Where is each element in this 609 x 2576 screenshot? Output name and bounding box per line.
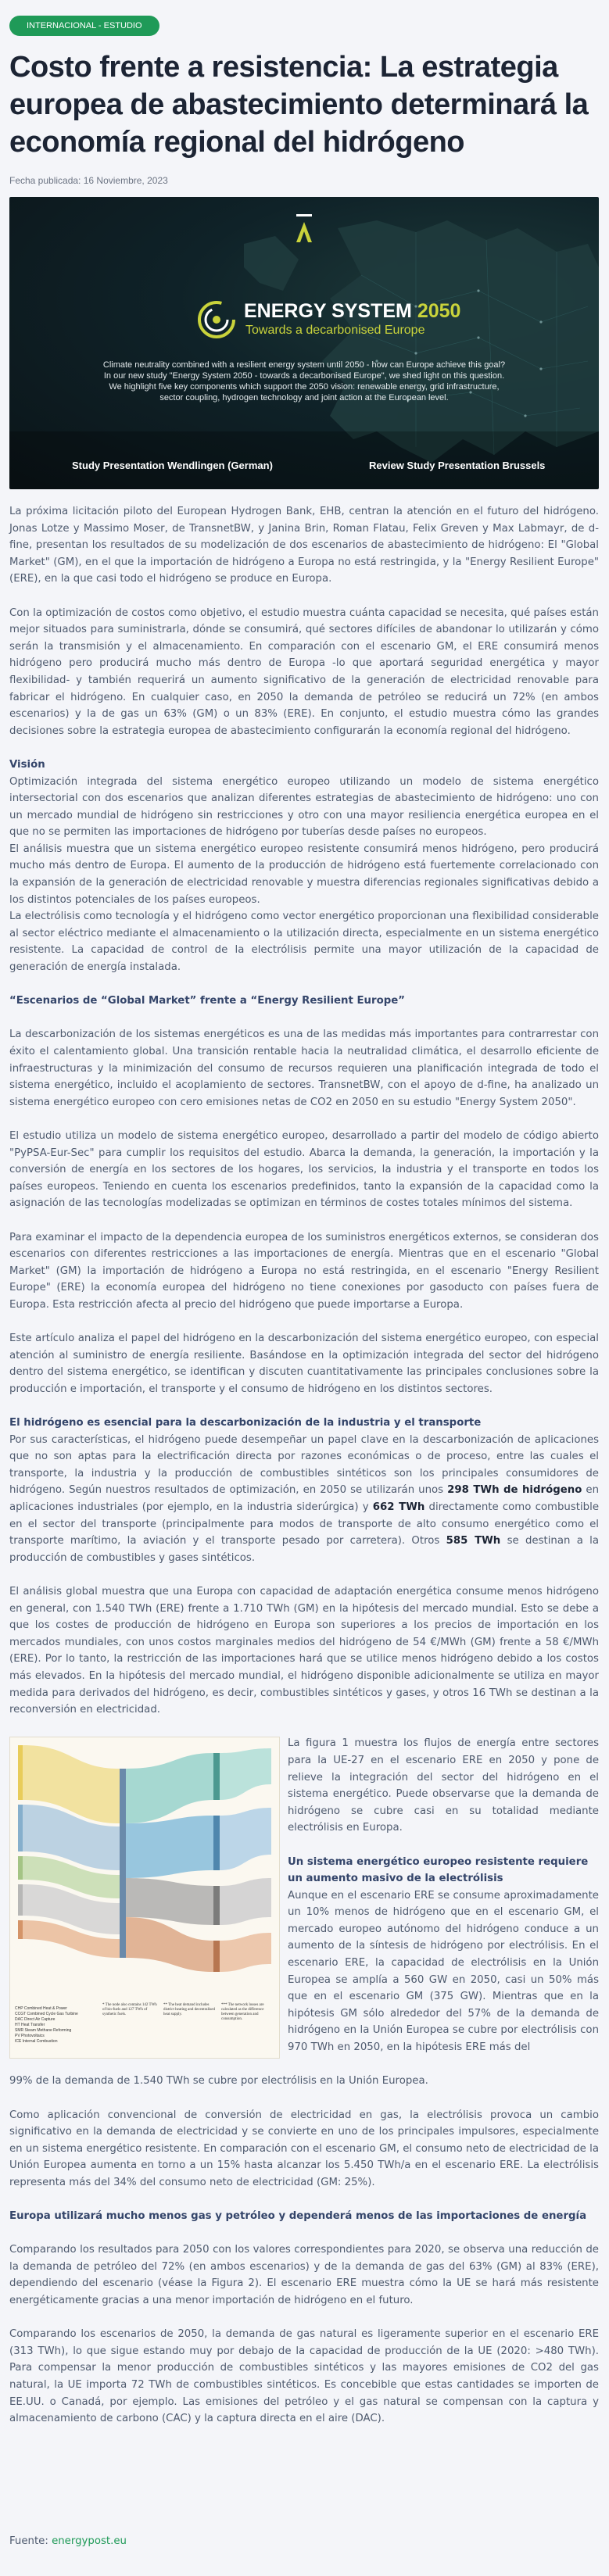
sankey-figure[interactable] [9,1737,280,2059]
source-label: Fuente: [9,2535,48,2547]
article-body [9,503,599,2444]
figure-legend: CHP Combined Heat & Power CCGT Combined Cycle Gas Turbine DAC Direct Air Capture HT Heat Transfer SMR Steam Methane Reforming PV Photovoltaics ICE Internal Combustion [15,2006,78,2045]
highlight-585-twh: 585 TWh [446,1535,501,1547]
paragraph: El estudio utiliza un modelo de sistema energético europeo, desarrollado a partir del modelo de código abierto "PyPSA-Eur-Sec" para cumplir los requisitos del estudio. Abarca la demanda, la generación, la importación y la conversión de energía en los sectores de los hogares, los servicios, la industria y el transporte en todos los países europeos. Teniendo en cuenta los escenarios predefinidos, tanto la expansión de la capacidad como la asignación de las tecnologías modelizadas se optimizan en términos de costes totales mínimos del sistema. [9,1129,599,1210]
highlight-298-twh: 298 TWh de hidrógeno [447,1484,582,1497]
paragraph: Comparando los resultados para 2050 con los valores correspondientes para 2020, se observa una reducción de la demanda de petróleo del 72% (en ambos escenarios) y de la demanda de gas del 63% (GM) al 83% (ERE), dependiendo del escenario (véase la Figura 2). El escenario ERE muestra cómo la UE se hará más resistente energéticamente gracias a una menor importación de hidrógeno en el futuro. [9,2244,599,2307]
section-heading-scenarios: “Escenarios de “Global Market” frente a “Energy Resilient Europe” [9,995,405,1007]
source-link[interactable]: energypost.eu [52,2535,127,2547]
paragraph: Con la optimización de costos como objetivo, el estudio muestra cuánta capacidad se necesita, qué países están mejor situados para suministrarla, dónde se consumirá, qué sectores difíciles de abandonar lo utilizarán y cómo serán la transmisión y el almacenamiento. En comparación con el escenario GM, el ERE consumirá menos hidrógeno pero producirá mucho más dentro de Europa -lo que aportará seguridad energética y mayor flexibilidad- y también requerirá un aumento significativo de la generación de electricidad renovable para fabricar el hidrógeno. En cualquier caso, en 2050 la demanda de petróleo se reducirá un 72% (en ambos escenarios) y la de gas un 63% (GM) o un 83% (ERE). En conjunto, el estudio muestra cómo las grandes decisiones sobre la estrategia europea de abastecimiento configurarán la economía regional del hidrógeno. [9,606,599,737]
sankey-diagram-graphic [10,1737,279,2003]
article-title: Costo frente a resistencia: La estrategia europea de abastecimiento determinará la economía regional del hidrógeno [9,51,589,159]
energy-system-2050-logo [195,299,461,341]
hero-banner [9,197,599,489]
section-heading-hydrogen-industry: El hidrógeno es esencial para la descarbonización de la industria y el transporte [9,1417,482,1429]
paragraph: Como aplicación convencional de conversión de electricidad en gas, la electrólisis provoca un cambio significativo en la demanda de electricidad y se convierte en uno de los principales impulsores, especialmente en un sistema energético resistente. En comparación con el escenario GM, el consumo neto de electricidad de la Unión Europea aumenta en torno a un 15% hasta alcanzar los 5.450 TWh/a en el escenario ERE. La electrólisis representa más del 34% del consumo neto de electricidad (GM: 25%). [9,2109,599,2188]
study-presentation-wendlingen-link[interactable]: Study Presentation Wendlingen (German) [72,460,273,471]
review-study-presentation-brussels-link[interactable]: Review Study Presentation Brussels [369,460,546,471]
section-heading-gas-oil: Europa utilizará mucho menos gas y petróleo y dependerá menos de las importaciones de energía [9,2210,587,2223]
paragraph: Aunque en el escenario ERE se consume aproximadamente un 10% menos de hidrógeno que en el escenario GM, el mercado europeo autónomo del hidrógeno conduce a un aumento de la síntesis de hidrógeno por electrólisis. En el escenario ERE, la capacidad de electrólisis en la Unión Europea se amplía a 560 GW en 2050, casi un 50% más que en el escenario GM (375 GW). Mientras que en la hipótesis GM sólo alrededor del 57% de la demanda de hidrógeno en la Unión Europea se cubre por electrólisis con 970 TWh en 2050, en la hipótesis ERE más del [288,1889,599,2054]
brand-year: 2050 [417,300,461,322]
paragraph: La electrólisis como tecnología y el hidrógeno como vector energético proporcionan una flexibilidad considerable al sector eléctrico mediante el almacenamiento o la utilización directa, especialmente en un sistema energético resistente. La capacidad de control de la electrólisis permite una mayor utilización de la capacidad de generación de energía instalada. [9,911,599,974]
paragraph: Por sus características, el hidrógeno puede desempeñar un papel clave en la descarbonización de aplicaciones que no son aptas para la electrificación directa por razones económicas o de proceso, entre las cuales el transporte, la industria y la producción de combustibles sintéticos son los principales consumidores de hidrógeno. Según nuestros resultados de optimización, en 2050 se utilizarán unos 298 TWh de hidrógeno en aplicaciones industriales (por ejemplo, en la industria siderúrgica) y 662 TWh directamente como combustible en el sector del transporte (principalmente para modos de transporte de alto consumo energético como el transporte marítimo, la aviación y el transporte pesado por carretera). Otros 585 TWh se destinan a la producción de combustibles y gases sintéticos. [9,1433,600,1564]
paragraph: La próxima licitación piloto del European Hydrogen Bank, EHB, centran la atención en el futuro del hidrógeno. Jonas Lotze y Massimo Moser, de TransnetBW, y Janina Brin, Roman Flatau, Felix Greven y Max Labmayr, de d-fine, presentan los resultados de su modelización de dos escenarios de abastecimiento de hidrógeno: El "Global Market" (GM), en el que la importación de hidrógeno a Europa no está restringida, y la "Energy Resilient Europe" (ERE), en la que casi todo el hidrógeno se produce en Europa. [9,506,599,585]
paragraph: 99% de la demanda de 1.540 TWh se cubre por electrólisis en la Unión Europea. [9,2075,428,2088]
source-line [9,2535,127,2547]
figure-note: *** The network losses are calculated as the difference between generation and consumption. [221,2003,264,2022]
figure-side-text [288,1735,599,2055]
paragraph: El análisis muestra que un sistema energético europeo resistente consumirá menos hidrógeno, pero producirá mucho más dentro de Europa. El aumento de la producción de hidrógeno está fuertemente correlacionado con la expansión de la generación de electricidad renovable y muestra diferencias regionales significativas debido a los distintos potenciales de los países europeos. [9,843,599,906]
section-heading-electrolysis: Un sistema energético europeo resistente requiere un aumento masivo de la electrólisis [288,1855,589,1885]
hero-intro-text: Climate neutrality combined with a resilient energy system until 2050 - how can Europe achieve this goal? In our new study "Energy System 2050 - towards a decarbonised Europe", we shed light on this question. We highlight five key components which support the 2050 vision: renewable energy, grid infrastructure, sector coupling, hydrogen technology and joint action at the European level. [102,360,506,402]
figure-section [9,1735,599,2062]
paragraph: La figura 1 muestra los flujos de energía entre sectores para la UE-27 en el escenario ERE en 2050 y pone de relieve la integración del sector del hidrógeno en el sistema energético. Puede observarse que la demanda de hidrógeno se cubre casi en su totalidad mediante electrólisis en Europa. [288,1737,599,1834]
highlight-662-twh: 662 TWh [372,1501,425,1514]
paragraph: El análisis global muestra que una Europa con capacidad de adaptación energética consume menos hidrógeno en general, con 1.540 TWh (ERE) frente a 1.710 TWh (GM) en la hipótesis del mercado mundial. Esto se debe a que los costes de producción de hidrógeno en Europa son superiores a los precios de importación en los mercados mundiales, con unos costos marginales medios del hidrógeno de 54 €/MWh (GM) frente a 58 €/MWh (ERE). Por lo tanto, la restricción de las importaciones hará que se utilice menos hidrógeno debido a los costos más elevados. En la hipótesis del mercado mundial, el hidrógeno disponible adicionalmente se utiliza en mayor medida para derivados del hidrógeno, es decir, combustibles sintéticos y gases, y otros 16 TWh se destinan a la reconversión en electricidad. [9,1586,599,1716]
paragraph: Optimización integrada del sistema energético europeo utilizando un modelo de sistema energético intersectorial con dos escenarios que analizan diferentes estrategias de abastecimiento de hidrógeno: uno con un mercado mundial de hidrógeno sin restricciones y otro con una mayor resiliencia energética europea en el que no se permiten las importaciones de hidrógeno por tuberías desde países no europeos. [9,775,599,839]
transnetbw-logo-icon [293,214,315,245]
paragraph: Este artículo analiza el papel del hidrógeno en la descarbonización del sistema energético europeo, con especial atención al suministro de energía resiliente. Basándose en la optimización integrada del sector del hidrógeno dentro del sistema energético, se identifican y discuten cuantitativamente las principales conclusiones sobre la producción e importación, el transporte y el consumo de hidrógeno en los distintos sectores. [9,1333,599,1395]
section-heading-vision: Visión [9,758,45,771]
brand-title: ENERGY SYSTEM 2050 [244,300,461,322]
paragraph: La descarbonización de los sistemas energéticos es una de las medidas más importantes para contrarrestar con éxito el calentamiento global. Una transición rentable hacia la neutralidad climática, el desarrollo eficiente de infraestructuras y la minimización del consumo de recursos requieren una planificación integrada de todo el sistema energético, incluido el acoplamiento de sectores. TransnetBW, con el apoyo de d-fine, ha analizado un sistema energético europeo con cero emisiones netas de CO2 en 2050 en su estudio "Energy System 2050". [9,1029,599,1108]
paragraph: Comparando los escenarios de 2050, la demanda de gas natural es ligeramente superior en el escenario ERE (313 TWh), lo que sigue estando muy por debajo de la capacidad de producción de la UE (2020: >480 TWh). Para compensar la menor producción de combustibles sintéticos y las mayores emisiones de CO2 del gas natural, la UE importa 72 TWh de combustibles sintéticos. Es concebible que estas cantidades se importen de EE.UU. o Canadá, por ejemplo. Las emisiones del petróleo y el gas natural se compensan con la captura y almacenamiento de carbono (CAC) y la captura directa en el aire (DAC). [9,2328,599,2425]
brand-subtitle: Towards a decarbonised Europe [245,324,425,337]
paragraph: Para examinar el impacto de la dependencia europea de los suministros energéticos externos, se consideran dos escenarios con diferentes restricciones a las importaciones de energía. Mientras que en el escenario "Global Market" (GM) la importación de hidrógeno a Europa no está restringida, en el escenario "Energy Resilient Europe" (ERE) la economía europea del hidrógeno no tiene conexiones por gasoducto con países fuera de Europa. Esta restricción afecta al precio del hidrógeno que puede importarse a Europa. [9,1231,599,1311]
figure-note: * The node also contains 142 TWh of bio-fuels and 127 TWh of synthetic fuels. [102,2003,157,2017]
category-badge[interactable]: INTERNACIONAL - ESTUDIO [9,16,159,36]
figure-note: ** The heat demand includes district heating and decentralised heat supply. [163,2003,215,2017]
publish-date: Fecha publicada: 16 Noviembre, 2023 [9,175,168,186]
energy-ring-icon [195,299,238,341]
